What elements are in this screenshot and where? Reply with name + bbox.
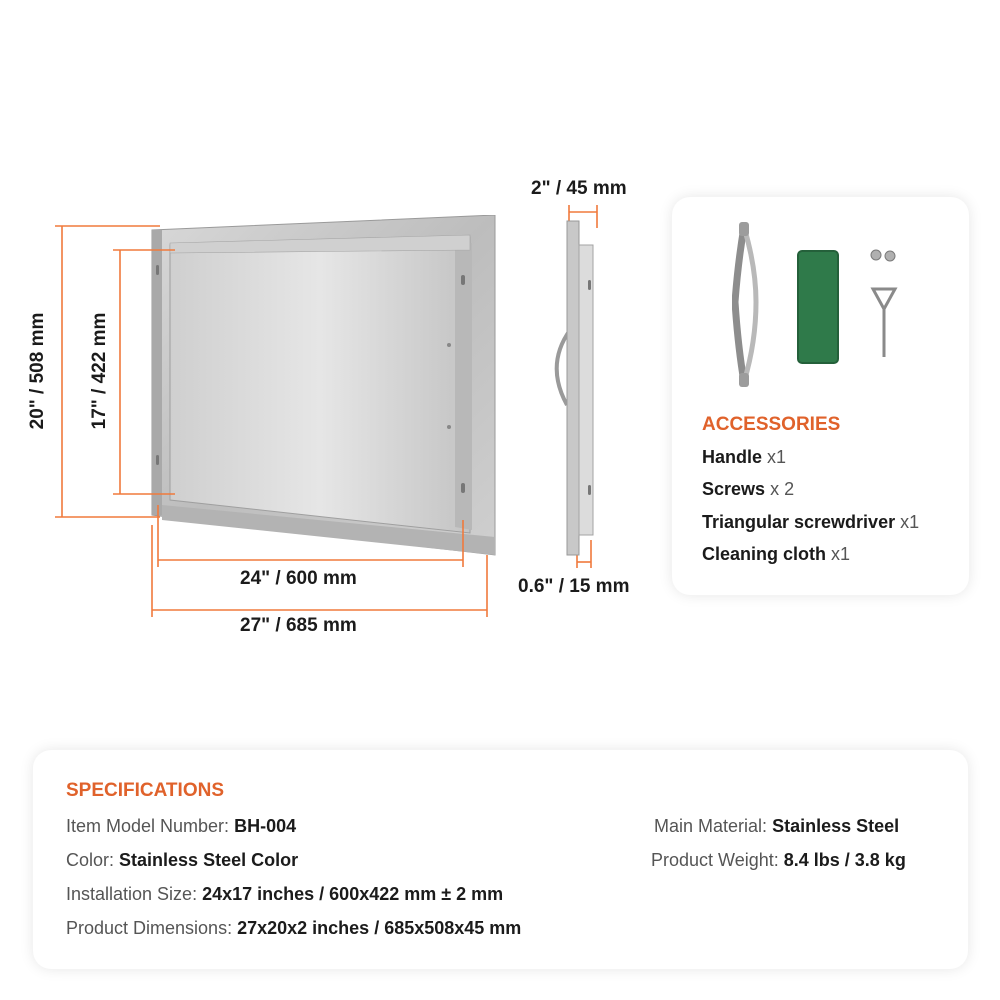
accessory-handle: [702, 447, 786, 468]
accessory-qty: x 2: [770, 479, 795, 499]
spec-product-dimensions: [66, 918, 521, 939]
top-depth-label: 2" / 45 mm: [531, 178, 627, 199]
accessory-screwdriver: [702, 512, 919, 533]
spec-value: 24x17 inches / 600x422 mm ± 2 mm: [202, 884, 504, 904]
frame-thickness-label: 0.6" / 15 mm: [518, 576, 630, 597]
accessory-qty: x1: [767, 447, 787, 467]
spec-value: Stainless Steel Color: [119, 850, 299, 870]
accessories-card: [672, 197, 969, 595]
spec-label: Product Dimensions:: [66, 918, 233, 938]
accessory-name: Screws: [702, 479, 766, 499]
spec-model-number: [66, 816, 296, 837]
spec-product-weight: [651, 850, 906, 871]
spec-label: Installation Size:: [66, 884, 198, 904]
accessory-qty: x1: [900, 512, 920, 532]
spec-main-material: [654, 816, 899, 837]
triangular-screwdriver-icon: [870, 285, 900, 361]
spec-label: Color:: [66, 850, 115, 870]
accessory-name: Cleaning cloth: [702, 544, 827, 564]
inner-height-label: 17" / 422 mm: [89, 312, 110, 430]
spec-value: 8.4 lbs / 3.8 kg: [783, 850, 906, 870]
accessory-cloth: [702, 544, 850, 565]
spec-installation-size: [66, 884, 503, 905]
accessory-qty: x1: [831, 544, 851, 564]
screws-icon: [868, 247, 898, 265]
accessory-name: Triangular screwdriver: [702, 512, 896, 532]
inner-width-label: 24" / 600 mm: [240, 568, 357, 589]
accessories-title: ACCESSORIES: [702, 414, 841, 435]
accessory-name: Handle: [702, 447, 763, 467]
specifications-title: SPECIFICATIONS: [66, 780, 224, 801]
spec-value: BH-004: [234, 816, 297, 836]
outer-height-label: 20" / 508 mm: [27, 312, 48, 430]
door-side-view: [545, 215, 605, 565]
accessory-screws: [702, 479, 794, 500]
spec-label: Main Material:: [654, 816, 768, 836]
spec-label: Item Model Number:: [66, 816, 230, 836]
spec-label: Product Weight:: [651, 850, 779, 870]
cleaning-cloth-icon: [796, 249, 840, 365]
specifications-card: [33, 750, 968, 969]
handle-icon: [732, 222, 762, 387]
spec-value: 27x20x2 inches / 685x508x45 mm: [237, 918, 522, 938]
outer-width-label: 27" / 685 mm: [240, 615, 357, 636]
spec-color: [66, 850, 298, 871]
spec-value: Stainless Steel: [772, 816, 900, 836]
